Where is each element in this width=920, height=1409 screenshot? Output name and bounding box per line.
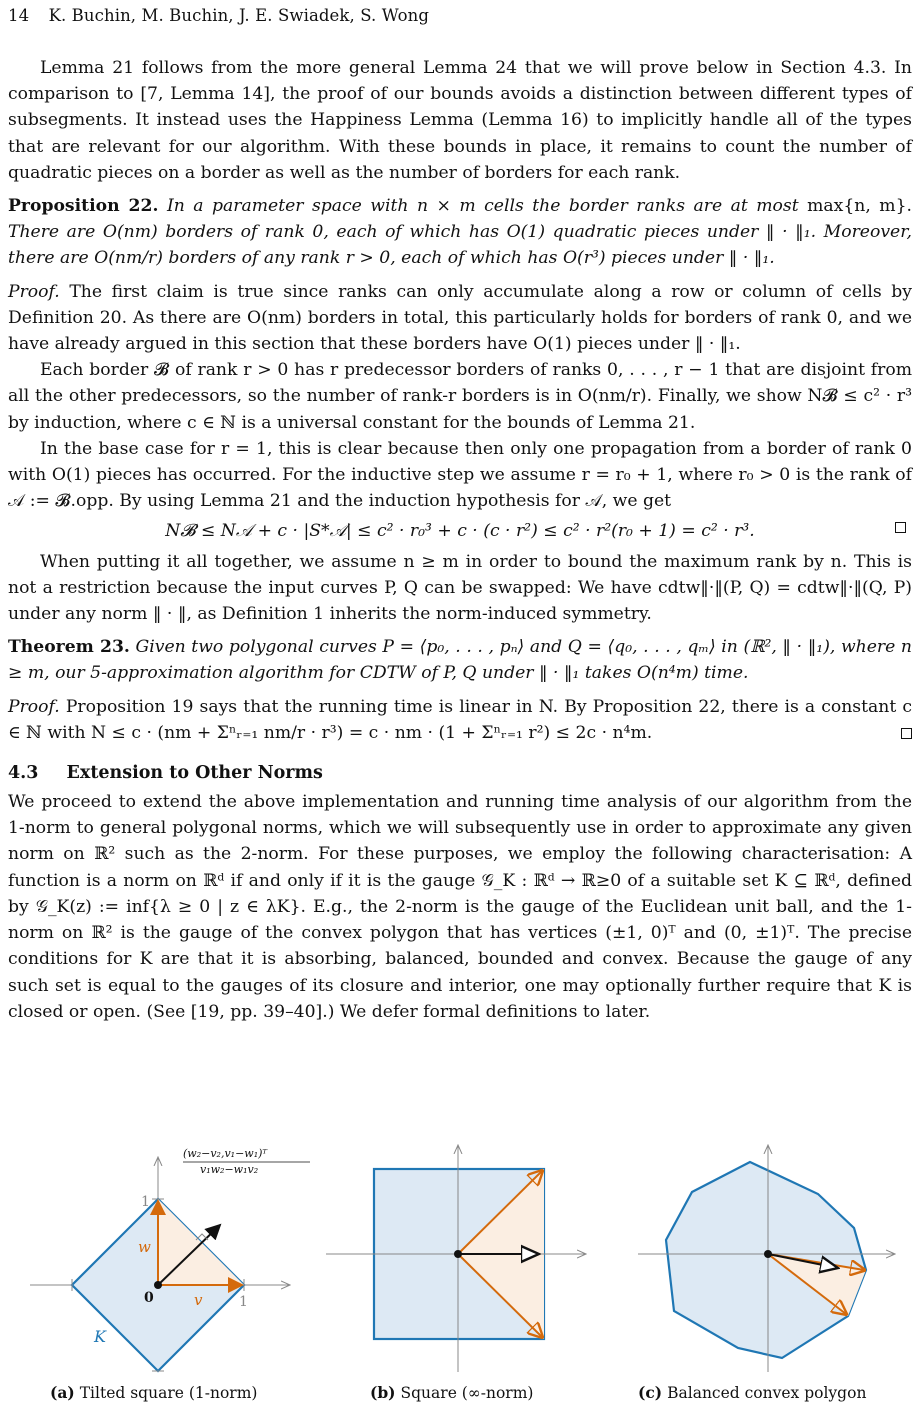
normal-fraction-denominator: v₁w₂−w₁v₂ [200,1163,259,1176]
theorem-label: Theorem 23. [8,637,130,658]
theorem-statement: Given two polygonal curves P = ⟨p₀, . . . , pₙ⟩ and Q = ⟨q₀, . . . , qₘ⟩ in (ℝ², ‖ · ‖₁), where n ≥ m, our 5-approximation algorithm for CDTW of P, Q under ‖ · ‖₁ takes O(n⁴m) time. [8,637,912,684]
proposition-statement-1: In a parameter space with n × m cells the border ranks are at most [166,196,799,217]
section-number: 4.3 [8,763,39,784]
figure-c [620,1137,910,1377]
proof-label: Proof. [8,696,60,717]
caption-label: (a) [50,1383,75,1402]
author-line: K. Buchin, M. Buchin, J. E. Swiadek, S. Wong [48,6,430,25]
section-title: Extension to Other Norms [66,763,323,784]
tick-label-1-right: 1 [239,1294,248,1310]
normal-fraction-numerator: (w₂−v₂,v₁−w₁)ᵀ [183,1147,268,1160]
vector-v-label: v [194,1291,203,1309]
proof-label: Proof. [8,281,60,302]
tick-label-1-top: 1 [141,1194,150,1210]
running-header [8,3,429,29]
caption-c [638,1380,866,1406]
proof-22-p2: Each border 𝓑 of rank r > 0 has r predecessor borders of ranks 0, . . . , r − 1 that are disjoint from all the other predecessors, so the number of rank-r borders is in O(nm/r). Finally, we show N𝓑 ≤ c² · r³ by induction, where c ∈ ℕ is a universal constant for the bounds of Lemma 21. [8,360,912,433]
figure-row [8,1137,912,1409]
section-paragraph: We proceed to extend the above implementation and running time analysis of our algorithm from the 1-norm to general polygonal norms, which we will subsequently use in order to approximate any given norm on ℝ² such as the 2-norm. For these purposes, we employ the following characterisation: A function is a norm on ℝᵈ if and only if it is the gauge 𝒢_K : ℝᵈ → ℝ≥0 of a suitable set K ⊆ ℝᵈ, defined by 𝒢_K(z) := inf{λ ≥ 0 | z ∈ λK}. E.g., the 2-norm is the gauge of the Euclidean unit ball, and the 1-norm on ℝ² is the gauge of the convex polygon that has vertices (±1, 0)ᵀ and (0, ±1)ᵀ. The precise conditions for K are that it is absorbing, balanced, bounded and convex. Because the gauge of any such set is equal to the gauges of its closure and interior, one may optionally further require that K is closed or open. (See [19, pp. 39–40].) We defer formal definitions to later. [8,792,912,1022]
qed-box [895,522,906,533]
putting-together-paragraph: When putting it all together, we assume n ≥ m in order to bound the maximum rank by n. This is not a restriction because the input curves P, Q can be swapped: We have cdtw‖·‖(P, Q) = cdtw‖·‖(Q, P) under any norm ‖ · ‖, as Definition 1 inherits the norm-induced symmetry. [8,551,912,625]
proof-text: The first claim is true since ranks can only accumulate along a row or column of cells by Definition 20. As there are O(nm) borders in total, this particularly holds for borders of rank 0, and we have already argued in this section that these borders have O(1) pieces under ‖ · ‖₁. [8,281,912,355]
intro-paragraph: Lemma 21 follows from the more general Lemma 24 that we will prove below in Section 4.3. In comparison to [7, Lemma 14], the proof of our bounds avoids a distinction between different types of subsegments. It instead uses the Happiness Lemma (Lemma 16) to implicitly handle all of the types that are relevant for our algorithm. With these bounds in place, it remains to count the number of quadratic pieces on a border as well as the number of borders for each rank. [8,58,912,183]
proof-23 [8,694,912,746]
proposition-22 [8,193,912,272]
theorem-23 [8,634,912,686]
caption-label: (c) [638,1383,663,1402]
caption-text: Balanced convex polygon [667,1384,867,1402]
section-heading [8,760,912,786]
proof-text: Proposition 19 says that the running time is linear in N. By Proposition 22, there is a constant c ∈ ℕ with N ≤ c · (nm + Σⁿᵣ₌₁ nm/r · r³) = c · nm · (1 + Σⁿᵣ₌₁ r²) ≤ 2c · n⁴m. [8,696,912,743]
caption-a [50,1380,257,1406]
figure-b [326,1137,596,1377]
set-K-label: K [94,1327,106,1346]
origin-label: 0 [144,1290,154,1306]
caption-label: (b) [370,1383,396,1402]
equation-text: N𝓑 ≤ N𝒜 + c · |S*𝒜| ≤ c² · r₀³ + c · (c · r²) ≤ c² · r²(r₀ + 1) = c² · r³. [165,521,755,542]
vector-w-label: w [138,1238,151,1256]
proof-22-p1 [8,279,912,358]
proposition-max: max{n, m}. [807,196,913,217]
main-text [8,55,912,1025]
page-number: 14 [8,6,30,25]
proposition-label: Proposition 22. [8,196,159,217]
proof-22-p3: In the base case for r = 1, this is clear because then only one propagation from a border of rank 0 with O(1) pieces has occurred. For the inductive step we assume r = r₀ + 1, where r₀ > 0 is the rank of 𝒜 := 𝓑.opp. By using Lemma 21 and the induction hypothesis for 𝒜, we get [8,438,912,512]
caption-text: Square (∞-norm) [400,1384,534,1402]
qed-box [901,728,912,739]
caption-b [370,1380,533,1406]
proposition-statement-2: There are O(nm) borders of rank 0, each of which has O(1) quadratic pieces under ‖ · ‖₁. Moreover, there are O(nm/r) borders of any rank r > 0, each of which has O(r³) pieces under ‖ · ‖₁. [8,222,912,269]
figure-a [28,1137,318,1377]
caption-text: Tilted square (1-norm) [79,1384,258,1402]
display-equation [8,518,912,544]
